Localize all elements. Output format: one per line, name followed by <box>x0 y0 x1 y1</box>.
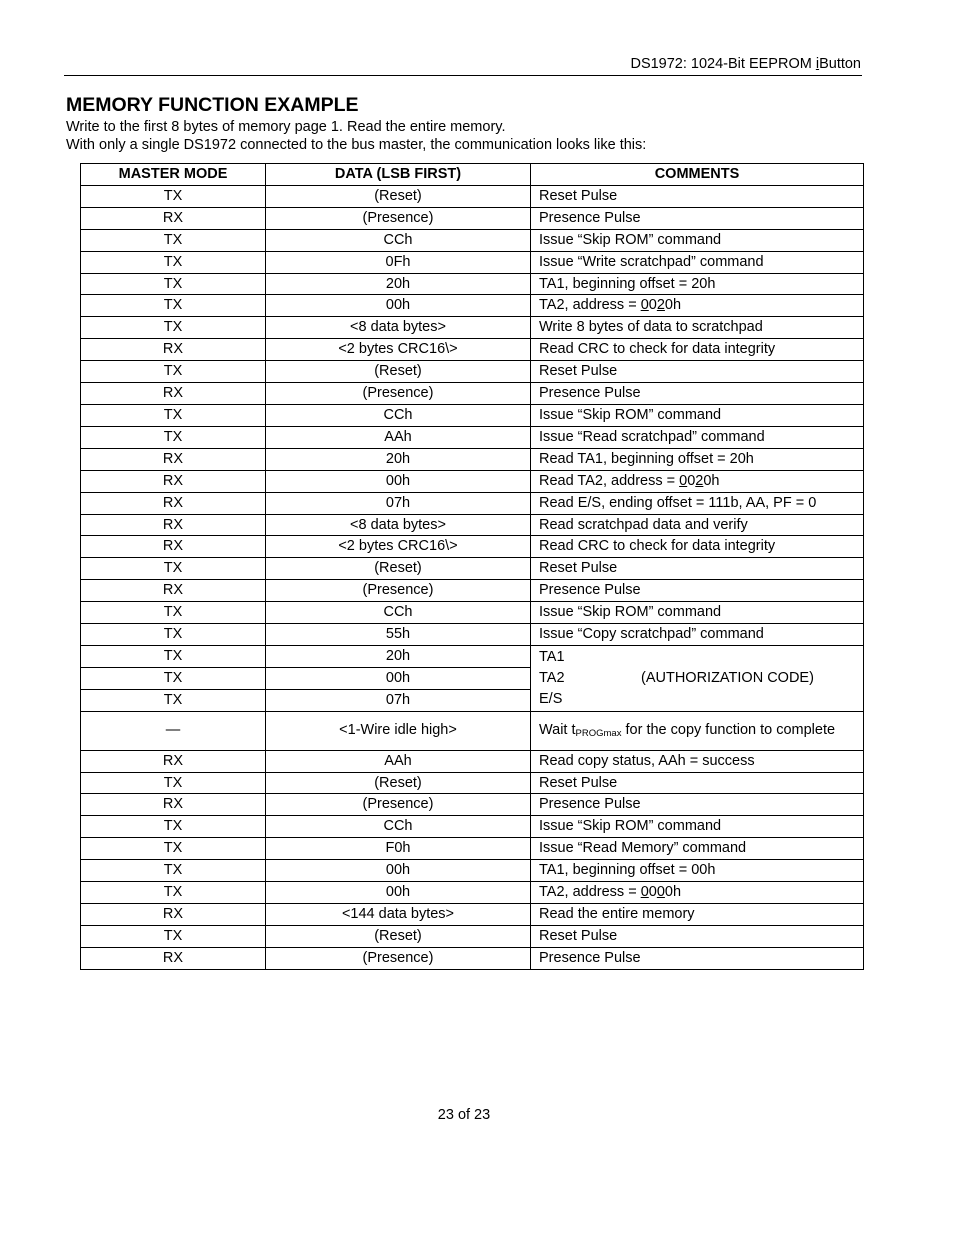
table-row <box>81 470 864 492</box>
header-title-prefix: DS1972: 1024-Bit EEPROM <box>630 56 816 72</box>
comment-cell: Issue “Read scratchpad” command <box>531 426 864 448</box>
comment-cell: Presence Pulse <box>531 580 864 602</box>
mode-cell: RX <box>81 904 266 926</box>
table-row <box>81 251 864 273</box>
document-header-title <box>630 56 861 72</box>
comment-cell: TA1, beginning offset = 00h <box>531 860 864 882</box>
mode-cell: TX <box>81 558 266 580</box>
comment-cell: Issue “Copy scratchpad” command <box>531 624 864 646</box>
data-cell: <2 bytes CRC16\> <box>266 339 531 361</box>
intro-line-2: With only a single DS1972 connected to the bus master, the communication looks like this: <box>66 137 647 153</box>
comment-cell: Reset Pulse <box>531 185 864 207</box>
mode-cell: RX <box>81 580 266 602</box>
comment-cell: Reset Pulse <box>531 925 864 947</box>
table-row <box>81 580 864 602</box>
header-title-i: i <box>815 56 820 72</box>
data-cell: 0Fh <box>266 251 531 273</box>
data-cell: AAh <box>266 426 531 448</box>
mode-cell: TX <box>81 772 266 794</box>
comment-cell: Reset Pulse <box>531 558 864 580</box>
mode-cell: RX <box>81 383 266 405</box>
table-row <box>81 536 864 558</box>
authorization-code-cell <box>531 645 864 711</box>
comment-underlined-digit: 2 <box>695 472 704 489</box>
table-row <box>81 558 864 580</box>
comment-text: 0h <box>664 297 682 314</box>
comment-text: TA2, address = <box>539 297 641 314</box>
header-comments: COMMENTS <box>531 164 864 186</box>
mode-cell: TX <box>81 229 266 251</box>
data-cell: 20h <box>266 273 531 295</box>
table-row <box>81 838 864 860</box>
auth-code-label: (AUTHORIZATION CODE) <box>641 669 814 686</box>
data-cell: 07h <box>266 492 531 514</box>
data-cell: (Reset) <box>266 925 531 947</box>
memory-function-table <box>80 163 864 970</box>
data-cell: (Presence) <box>266 580 531 602</box>
comment-cell: Presence Pulse <box>531 947 864 969</box>
mode-cell: TX <box>81 273 266 295</box>
mode-cell: TX <box>81 404 266 426</box>
comment-underlined-digit: 0 <box>679 472 688 489</box>
wait-text: Wait t <box>539 722 576 739</box>
wait-subscript: PROGmax <box>575 728 622 740</box>
table-row <box>81 448 864 470</box>
table-row <box>81 645 864 667</box>
mode-cell: RX <box>81 492 266 514</box>
mode-cell: TX <box>81 689 266 711</box>
data-cell: 00h <box>266 860 531 882</box>
comment-cell: Issue “Skip ROM” command <box>531 229 864 251</box>
comment-underlined-digit: 0 <box>640 884 649 901</box>
data-cell: F0h <box>266 838 531 860</box>
auth-ta2-label: TA2 <box>539 669 565 686</box>
comment-cell: Read TA1, beginning offset = 20h <box>531 448 864 470</box>
data-cell: <144 data bytes> <box>266 904 531 926</box>
comment-cell: Presence Pulse <box>531 383 864 405</box>
mode-cell: RX <box>81 448 266 470</box>
comment-cell <box>531 470 864 492</box>
data-cell: CCh <box>266 229 531 251</box>
mode-cell: TX <box>81 645 266 667</box>
mode-cell: — <box>81 711 266 750</box>
data-cell: CCh <box>266 602 531 624</box>
mode-cell: TX <box>81 426 266 448</box>
data-cell: <8 data bytes> <box>266 317 531 339</box>
mode-cell: TX <box>81 816 266 838</box>
comment-cell: Write 8 bytes of data to scratchpad <box>531 317 864 339</box>
mode-cell: TX <box>81 361 266 383</box>
table-row <box>81 816 864 838</box>
data-cell: 00h <box>266 882 531 904</box>
comment-cell: Read copy status, AAh = success <box>531 750 864 772</box>
table-row <box>81 794 864 816</box>
table-row <box>81 514 864 536</box>
mode-cell: RX <box>81 207 266 229</box>
comment-text: Read TA2, address = <box>539 472 680 489</box>
data-cell: 00h <box>266 470 531 492</box>
table-row <box>81 904 864 926</box>
comment-cell: Reset Pulse <box>531 361 864 383</box>
mode-cell: TX <box>81 185 266 207</box>
table-row <box>81 229 864 251</box>
mode-cell: RX <box>81 750 266 772</box>
table-row <box>81 185 864 207</box>
data-cell: CCh <box>266 404 531 426</box>
page-number: 23 of 23 <box>437 1107 491 1123</box>
data-cell: (Presence) <box>266 794 531 816</box>
comment-text: 0 <box>648 297 657 314</box>
data-cell: (Presence) <box>266 947 531 969</box>
table-row <box>81 492 864 514</box>
mode-cell: RX <box>81 514 266 536</box>
comment-cell: Read CRC to check for data integrity <box>531 536 864 558</box>
table-row <box>81 750 864 772</box>
data-cell: CCh <box>266 816 531 838</box>
table-row <box>81 772 864 794</box>
data-cell: (Reset) <box>266 361 531 383</box>
table-row <box>81 273 864 295</box>
mode-cell: RX <box>81 794 266 816</box>
mode-cell: TX <box>81 925 266 947</box>
comment-cell: Presence Pulse <box>531 207 864 229</box>
data-cell: (Reset) <box>266 558 531 580</box>
data-cell: 07h <box>266 689 531 711</box>
table-row <box>81 295 864 317</box>
data-cell: (Reset) <box>266 185 531 207</box>
header-data: DATA (LSB FIRST) <box>266 164 531 186</box>
mode-cell: TX <box>81 860 266 882</box>
comment-cell: Issue “Skip ROM” command <box>531 404 864 426</box>
data-cell: 00h <box>266 667 531 689</box>
mode-cell: TX <box>81 317 266 339</box>
table-row <box>81 624 864 646</box>
comment-cell: Issue “Skip ROM” command <box>531 816 864 838</box>
comment-cell: Presence Pulse <box>531 794 864 816</box>
data-cell: (Presence) <box>266 383 531 405</box>
data-cell: 20h <box>266 645 531 667</box>
table-row <box>81 207 864 229</box>
comment-text: 0 <box>648 884 657 901</box>
table-row <box>81 426 864 448</box>
data-cell: <8 data bytes> <box>266 514 531 536</box>
mode-cell: TX <box>81 602 266 624</box>
table-row <box>81 317 864 339</box>
data-cell: <2 bytes CRC16\> <box>266 536 531 558</box>
mode-cell: TX <box>81 838 266 860</box>
mode-cell: TX <box>81 624 266 646</box>
auth-line-ta1: TA1 <box>539 648 565 665</box>
data-cell: (Reset) <box>266 772 531 794</box>
comment-underlined-digit: 0 <box>656 884 665 901</box>
table-row <box>81 860 864 882</box>
mode-cell: TX <box>81 295 266 317</box>
data-cell: AAh <box>266 750 531 772</box>
comment-underlined-digit: 2 <box>656 297 665 314</box>
table-row <box>81 339 864 361</box>
mode-cell: RX <box>81 536 266 558</box>
data-cell: 20h <box>266 448 531 470</box>
comment-cell: Read E/S, ending offset = 111b, AA, PF = 0 <box>531 492 864 514</box>
comment-cell: Reset Pulse <box>531 772 864 794</box>
comment-text: 0 <box>687 472 696 489</box>
mode-cell: TX <box>81 251 266 273</box>
table-row <box>81 925 864 947</box>
table-row <box>81 711 864 750</box>
table-row <box>81 361 864 383</box>
comment-cell: Read the entire memory <box>531 904 864 926</box>
comment-cell: Issue “Write scratchpad” command <box>531 251 864 273</box>
intro-line-1: Write to the first 8 bytes of memory page 1. Read the entire memory. <box>66 119 506 135</box>
data-cell: <1-Wire idle high> <box>266 711 531 750</box>
auth-line-ta2 <box>539 668 855 689</box>
comment-underlined-digit: 0 <box>640 297 649 314</box>
comment-cell: TA1, beginning offset = 20h <box>531 273 864 295</box>
table-header-row <box>81 164 864 186</box>
data-cell: 55h <box>266 624 531 646</box>
table-row <box>81 947 864 969</box>
header-master-mode: MASTER MODE <box>81 164 266 186</box>
table-row <box>81 383 864 405</box>
data-cell: 00h <box>266 295 531 317</box>
comment-cell: Read CRC to check for data integrity <box>531 339 864 361</box>
comment-cell <box>531 882 864 904</box>
comment-text: 0h <box>703 472 720 489</box>
table-row <box>81 602 864 624</box>
header-title-suffix: Button <box>819 56 861 72</box>
comment-text: TA2, address = <box>539 884 641 901</box>
wait-text-rest: for the copy function to complete <box>621 722 836 739</box>
comment-cell <box>531 295 864 317</box>
comment-cell: Issue “Read Memory” command <box>531 838 864 860</box>
section-title: MEMORY FUNCTION EXAMPLE <box>66 94 359 116</box>
comment-cell: Read scratchpad data and verify <box>531 514 864 536</box>
mode-cell: RX <box>81 339 266 361</box>
mode-cell: TX <box>81 882 266 904</box>
header-rule <box>64 75 862 76</box>
auth-line-es: E/S <box>539 690 563 707</box>
mode-cell: RX <box>81 470 266 492</box>
data-cell: (Presence) <box>266 207 531 229</box>
mode-cell: TX <box>81 667 266 689</box>
comment-cell: Issue “Skip ROM” command <box>531 602 864 624</box>
table-row <box>81 882 864 904</box>
table-row <box>81 404 864 426</box>
mode-cell: RX <box>81 947 266 969</box>
wait-comment-cell <box>531 711 864 750</box>
comment-text: 0h <box>664 884 682 901</box>
